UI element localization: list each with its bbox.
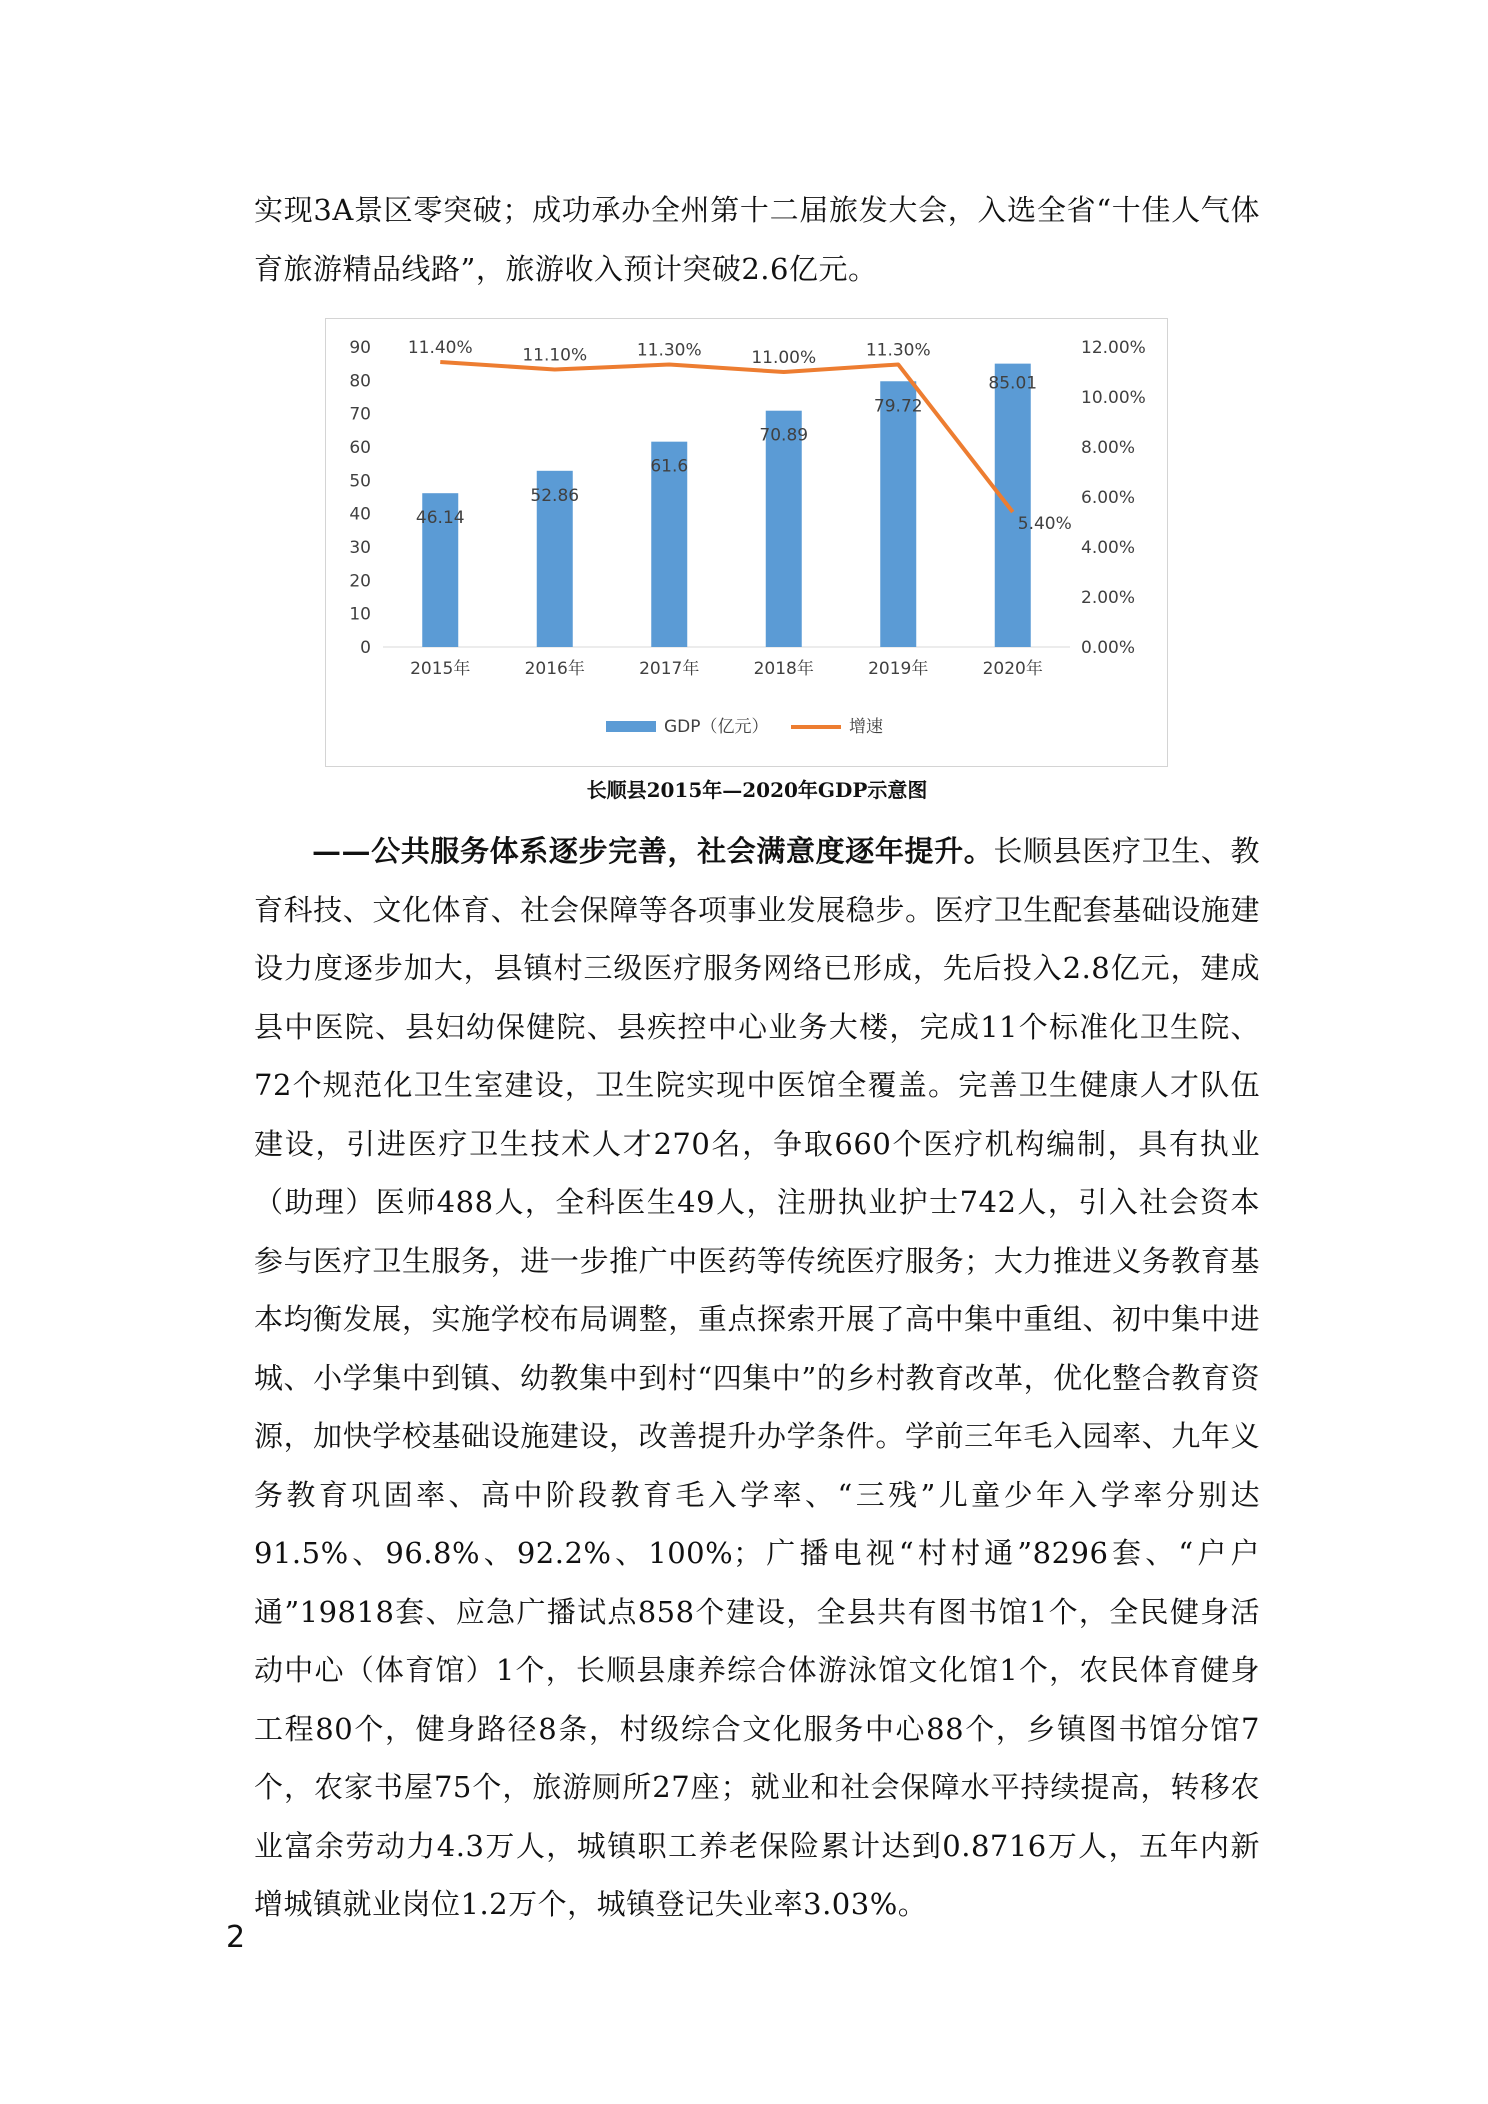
- y-left-tick-label: 30: [349, 538, 371, 558]
- gdp-data-label: 61.6: [650, 456, 689, 477]
- y-left-tick-label: 50: [349, 471, 371, 492]
- gdp-bar: [880, 381, 916, 647]
- y-right-tick-label: 10.00%: [1081, 388, 1146, 408]
- y-left-tick-label: 40: [349, 504, 371, 525]
- paragraph-tourism: 实现3A景区零突破；成功承办全州第十二届旅发大会，入选全省“十佳人气体育旅游精品线路”，旅游收入预计突破2.6亿元。: [254, 193, 1260, 286]
- x-tick-label: 2018年: [753, 659, 814, 679]
- y-right-tick-label: 2.00%: [1081, 588, 1136, 608]
- y-right-tick-label: 8.00%: [1081, 438, 1136, 458]
- y-left-tick-label: 60: [349, 438, 371, 458]
- growth-line: [440, 362, 1013, 512]
- growth-data-label: 11.30%: [865, 340, 931, 361]
- y-left-tick-label: 70: [349, 404, 371, 425]
- gdp-data-label: 46.14: [415, 508, 465, 529]
- x-tick-label: 2019年: [868, 659, 929, 679]
- chart-caption: 长顺县2015年—2020年GDP示意图: [586, 778, 928, 802]
- gdp-data-label: 85.01: [988, 373, 1038, 394]
- growth-data-label: 5.40%: [1017, 514, 1072, 534]
- legend-gdp-swatch: [606, 721, 656, 732]
- gdp-data-label: 79.72: [873, 396, 923, 417]
- page-number: 2: [226, 1920, 246, 1955]
- gdp-bar: [995, 364, 1031, 647]
- growth-data-label: 11.30%: [636, 340, 702, 361]
- y-right-tick-label: 4.00%: [1081, 538, 1136, 558]
- growth-data-label: 11.10%: [522, 345, 588, 366]
- y-right-tick-label: 6.00%: [1081, 488, 1136, 508]
- legend-growth-label: 增速: [849, 717, 883, 737]
- gdp-data-label: 52.86: [530, 485, 580, 506]
- y-left-tick-label: 80: [349, 371, 371, 392]
- growth-data-label: 11.00%: [751, 348, 817, 368]
- x-tick-label: 2020年: [982, 659, 1043, 679]
- gdp-data-label: 70.89: [759, 425, 809, 446]
- gdp-chart: [325, 318, 1168, 767]
- y-right-tick-label: 0.00%: [1081, 638, 1136, 658]
- x-tick-label: 2015年: [410, 659, 471, 679]
- y-left-tick-label: 90: [349, 338, 371, 358]
- y-left-tick-label: 0: [360, 638, 371, 658]
- legend-gdp-label: GDP（亿元）: [664, 717, 769, 737]
- paragraph-body: 长顺县医疗卫生、教育科技、文化体育、社会保障等各项事业发展稳步。医疗卫生配套基础设施建设力度逐步加大，县镇村三级医疗服务网络已形成，先后投入2.8亿元，建成县中医院、县妇幼保健院、县疾控中心业务大楼，完成11个标准化卫生院、72个规范化卫生室建设，卫生院实现中医馆全覆盖。完善卫生健康人才队伍建设，引进医疗卫生技术人才270名，争取660个医疗机构编制，具有执业（助理）医师488人，全科医生49人，注册执业护士742人，引入社会资本参与医疗卫生服务，进一步推广中医药等传统医疗服务；大力推进义务教育基本均衡发展，实施学校布局调整，重点探索开展了高中集中重组、初中集中进城、小学集中到镇、幼教集中到村“四集中”的乡村教育改革，优化整合教育资源，加快学校基础设施建设，改善提升办学条件。学前三年毛入园率、九年义务教育巩固率、高中阶段教育毛入学率、“三残”儿童少年入学率分别达91.5%、96.8%、92.2%、100%；广播电视“村村通”8296套、“户户通”19818套、应急广播试点858个建设，全县共有图书馆1个，全民健身活动中心（体育馆）1个，长顺县康养综合体游泳馆文化馆1个，农民体育健身工程80个，健身路径8条，村级综合文化服务中心88个，乡镇图书馆分馆7个，农家书屋75个，旅游厕所27座；就业和社会保障水平持续提高，转移农业富余劳动力4.3万人，城镇职工养老保险累计达到0.8716万人，五年内新增城镇就业岗位1.2万个，城镇登记失业率3.03%。: [254, 834, 1260, 1921]
- y-left-tick-label: 10: [349, 604, 371, 625]
- y-left-tick-label: 20: [349, 571, 371, 592]
- growth-data-label: 11.40%: [407, 338, 473, 358]
- paragraph-lead: ——公共服务体系逐步完善，社会满意度逐年提升。: [312, 834, 994, 868]
- x-tick-label: 2017年: [639, 659, 700, 679]
- paragraph-public-services: [254, 822, 1260, 1934]
- gdp-chart-svg: [326, 319, 1167, 766]
- x-tick-label: 2016年: [524, 659, 585, 679]
- gdp-bar: [766, 411, 802, 647]
- y-right-tick-label: 12.00%: [1081, 338, 1146, 358]
